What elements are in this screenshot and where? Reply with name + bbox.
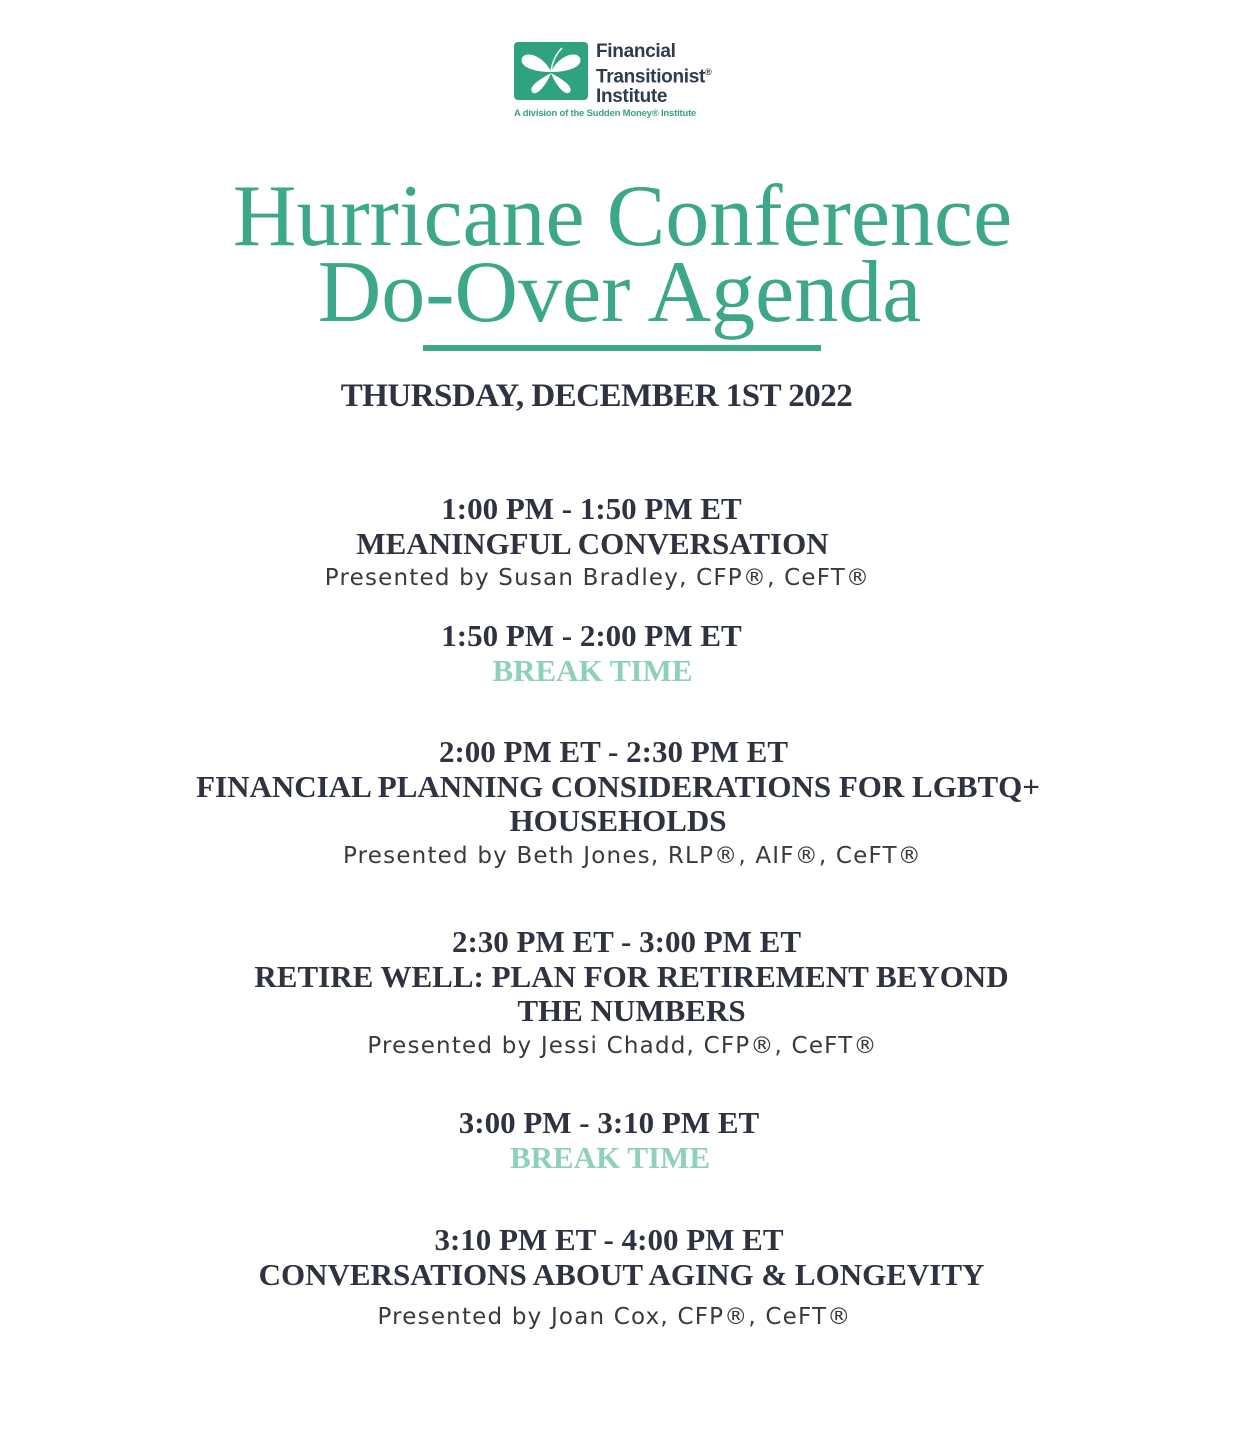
page-title-line1: Hurricane Conference [232,168,1013,265]
event-date: THURSDAY, DECEMBER 1ST 2022 [340,378,853,414]
session-3-presenter: Presented by Jessi Chadd, CFP®, CeFT® [367,1033,878,1059]
logo-tagline: A division of the Sudden Money® Institute [514,108,697,119]
session-1-presenter: Presented by Susan Bradley, CFP®, CeFT® [324,565,871,591]
session-4-time: 3:10 PM ET - 4:00 PM ET [434,1222,784,1257]
break-1-time: 1:50 PM - 2:00 PM ET [441,618,742,653]
page-title-line2: Do-Over Agenda [317,244,922,341]
session-3-time: 2:30 PM ET - 3:00 PM ET [451,924,801,959]
session-4-title: CONVERSATIONS ABOUT AGING & LONGEVITY [258,1257,985,1292]
title-underline [423,345,821,351]
logo-name-line2: Transitionist [596,66,706,88]
session-1-time: 1:00 PM - 1:50 PM ET [441,491,742,526]
session-2-presenter: Presented by Beth Jones, RLP®, AIF®, CeFT® [342,843,923,869]
session-2-title-line2: HOUSEHOLDS [509,803,727,838]
session-1-title: MEANINGFUL CONVERSATION [356,526,829,561]
logo-wordmark [596,42,711,107]
logo-name-line3: Institute [596,86,668,108]
butterfly-logo-icon [514,42,588,100]
session-2-title-line1: FINANCIAL PLANNING CONSIDERATIONS FOR LGBTQ+ [196,769,1040,804]
session-4-presenter: Presented by Joan Cox, CFP®, CeFT® [377,1304,852,1330]
logo-name-line1: Financial [596,41,676,62]
break-2-time: 3:00 PM - 3:10 PM ET [458,1105,760,1140]
institute-logo [514,42,734,122]
break-2-label: BREAK TIME [509,1140,711,1175]
session-2-time: 2:00 PM ET - 2:30 PM ET [438,734,788,769]
session-3-title-line2: THE NUMBERS [517,993,746,1028]
logo-registered-mark: ® [705,67,712,77]
session-3-title-line1: RETIRE WELL: PLAN FOR RETIREMENT BEYOND [254,959,1009,994]
break-1-label: BREAK TIME [492,653,693,688]
